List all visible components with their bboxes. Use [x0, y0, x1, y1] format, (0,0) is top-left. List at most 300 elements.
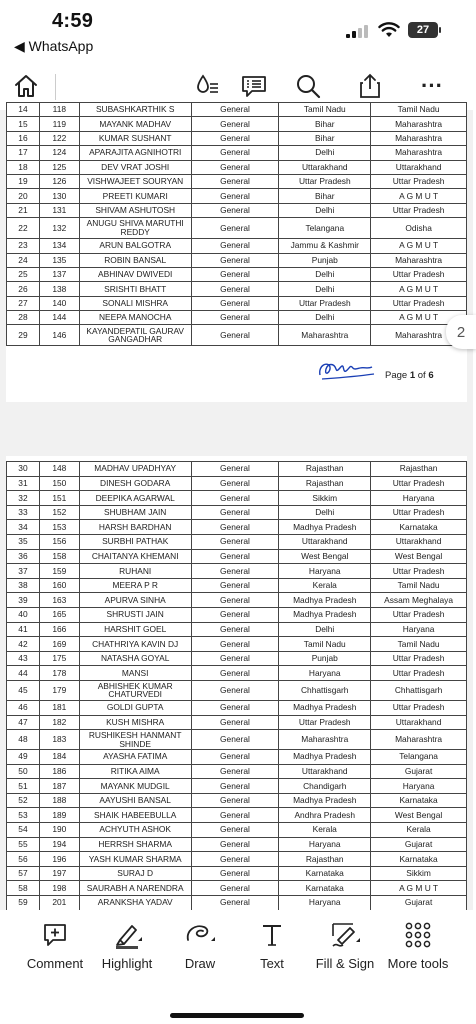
cadre-allotted-cell: Sikkim: [371, 866, 467, 881]
comment-tool-button[interactable]: [15, 920, 95, 971]
category-cell: General: [191, 146, 279, 160]
name-cell: SHIVAM ASHUTOSH: [79, 203, 191, 217]
cadre-allotted-cell: Uttar Pradesh: [371, 607, 467, 622]
home-state-cell: Chhattisgarh: [279, 680, 371, 700]
sl-no-cell: 14: [7, 103, 40, 117]
cadre-allotted-cell: Karnataka: [371, 793, 467, 808]
table-row: [7, 637, 467, 652]
sl-no-cell: 39: [7, 593, 40, 608]
page-label-current: 1: [409, 370, 416, 381]
highlight-tool-button[interactable]: [87, 920, 167, 971]
pdf-document-view[interactable]: [0, 104, 473, 910]
comment-add-icon: [42, 922, 68, 948]
cadre-allotted-cell: Uttar Pradesh: [371, 296, 467, 310]
fill-sign-tool-button[interactable]: [305, 920, 385, 971]
cadre-allotted-cell: Assam Meghalaya: [371, 593, 467, 608]
table-row: [7, 564, 467, 579]
cadre-allotted-cell: Karnataka: [371, 852, 467, 867]
home-state-cell: Tamil Nadu: [279, 103, 371, 117]
results-table-page-1: [6, 102, 467, 346]
sl-no-cell: 48: [7, 730, 40, 750]
home-state-cell: Delhi: [279, 311, 371, 325]
category-cell: General: [191, 520, 279, 535]
more-tools-label: More tools: [387, 956, 449, 971]
category-cell: General: [191, 476, 279, 491]
name-cell: HARSHIT GOEL: [79, 622, 191, 637]
home-state-cell: Delhi: [279, 622, 371, 637]
sl-no-cell: 35: [7, 534, 40, 549]
table-row: [7, 218, 467, 239]
more-icon: ···: [421, 73, 443, 98]
rank-cell: 196: [39, 852, 79, 867]
sl-no-cell: 59: [7, 896, 40, 911]
table-row: [7, 730, 467, 750]
home-state-cell: Karnataka: [279, 866, 371, 881]
sl-no-cell: 16: [7, 131, 40, 145]
sl-no-cell: 56: [7, 852, 40, 867]
category-cell: General: [191, 103, 279, 117]
table-row: [7, 103, 467, 117]
home-state-cell: Delhi: [279, 505, 371, 520]
cadre-allotted-cell: Rajasthan: [371, 462, 467, 477]
rank-cell: 144: [39, 311, 79, 325]
sl-no-cell: 17: [7, 146, 40, 160]
home-state-cell: Rajasthan: [279, 852, 371, 867]
name-cell: YASH KUMAR SHARMA: [79, 852, 191, 867]
cadre-allotted-cell: Uttarakhand: [371, 160, 467, 174]
name-cell: DEEPIKA AGARWAL: [79, 491, 191, 506]
category-cell: General: [191, 637, 279, 652]
cadre-allotted-cell: Maharashtra: [371, 730, 467, 750]
sl-no-cell: 34: [7, 520, 40, 535]
share-button[interactable]: [352, 68, 388, 104]
name-cell: ANUGU SHIVA MARUTHI REDDY: [79, 218, 191, 239]
sl-no-cell: 41: [7, 622, 40, 637]
name-cell: MAYANK MADHAV: [79, 117, 191, 131]
rank-cell: 184: [39, 750, 79, 765]
name-cell: ABHINAV DWIVEDI: [79, 267, 191, 281]
table-row: [7, 282, 467, 296]
battery-indicator: 27: [408, 22, 438, 38]
table-row: [7, 680, 467, 700]
home-state-cell: Sikkim: [279, 491, 371, 506]
home-state-cell: Delhi: [279, 267, 371, 281]
sl-no-cell: 30: [7, 462, 40, 477]
home-state-cell: Andhra Pradesh: [279, 808, 371, 823]
category-cell: General: [191, 837, 279, 852]
cadre-allotted-cell: Maharashtra: [371, 131, 467, 145]
category-cell: General: [191, 715, 279, 730]
rank-cell: 118: [39, 103, 79, 117]
category-cell: General: [191, 218, 279, 239]
page-label-prefix: Page: [385, 370, 410, 381]
table-row: [7, 267, 467, 281]
category-cell: General: [191, 282, 279, 296]
more-tools-button[interactable]: [378, 920, 458, 971]
status-bar: [0, 0, 473, 58]
rank-cell: 166: [39, 622, 79, 637]
rank-cell: 190: [39, 823, 79, 838]
category-cell: General: [191, 700, 279, 715]
cadre-allotted-cell: A G M U T: [371, 239, 467, 253]
category-cell: General: [191, 750, 279, 765]
home-state-cell: Punjab: [279, 253, 371, 267]
table-row: [7, 881, 467, 896]
table-row: [7, 131, 467, 145]
name-cell: AAYUSHI BANSAL: [79, 793, 191, 808]
category-cell: General: [191, 239, 279, 253]
name-cell: ACHYUTH ASHOK: [79, 823, 191, 838]
sl-no-cell: 15: [7, 117, 40, 131]
sl-no-cell: 44: [7, 666, 40, 681]
home-state-cell: Madhya Pradesh: [279, 750, 371, 765]
rank-cell: 124: [39, 146, 79, 160]
name-cell: MADHAV UPADHYAY: [79, 462, 191, 477]
table-row: [7, 852, 467, 867]
rank-cell: 169: [39, 637, 79, 652]
category-cell: General: [191, 808, 279, 823]
table-row: [7, 837, 467, 852]
table-row: [7, 462, 467, 477]
sl-no-cell: 43: [7, 651, 40, 666]
table-row: [7, 549, 467, 564]
search-icon: [295, 73, 321, 99]
name-cell: SHUBHAM JAIN: [79, 505, 191, 520]
rank-cell: 197: [39, 866, 79, 881]
rank-cell: 188: [39, 793, 79, 808]
category-cell: General: [191, 203, 279, 217]
sl-no-cell: 18: [7, 160, 40, 174]
table-row: [7, 715, 467, 730]
name-cell: SURAJ D: [79, 866, 191, 881]
rank-cell: 183: [39, 730, 79, 750]
rank-cell: 140: [39, 296, 79, 310]
sl-no-cell: 58: [7, 881, 40, 896]
sl-no-cell: 47: [7, 715, 40, 730]
name-cell: RUHANI: [79, 564, 191, 579]
sl-no-cell: 26: [7, 282, 40, 296]
page-label-total: 6: [428, 370, 434, 381]
wifi-icon: [378, 21, 400, 39]
home-state-cell: Rajasthan: [279, 462, 371, 477]
comment-list-icon: [240, 72, 268, 100]
home-state-cell: Bihar: [279, 117, 371, 131]
cadre-allotted-cell: Chhattisgarh: [371, 680, 467, 700]
cadre-allotted-cell: Uttar Pradesh: [371, 564, 467, 579]
fill-sign-icon: [329, 920, 361, 950]
table-row: [7, 666, 467, 681]
home-state-cell: Maharashtra: [279, 730, 371, 750]
home-state-cell: Delhi: [279, 146, 371, 160]
category-cell: General: [191, 174, 279, 188]
clock: 4:59: [52, 10, 94, 32]
text-tool-label: Text: [260, 956, 284, 971]
sl-no-cell: 40: [7, 607, 40, 622]
rank-cell: 179: [39, 680, 79, 700]
sl-no-cell: 42: [7, 637, 40, 652]
table-row: [7, 823, 467, 838]
table-row: [7, 520, 467, 535]
home-state-cell: Maharashtra: [279, 325, 371, 346]
rank-cell: 178: [39, 666, 79, 681]
category-cell: General: [191, 325, 279, 346]
name-cell: SHAIK HABEEBULLA: [79, 808, 191, 823]
cadre-allotted-cell: Tamil Nadu: [371, 578, 467, 593]
rank-cell: 189: [39, 808, 79, 823]
table-row: [7, 793, 467, 808]
pdf-page-1: [6, 104, 467, 402]
home-state-cell: Uttar Pradesh: [279, 715, 371, 730]
rank-cell: 194: [39, 837, 79, 852]
category-cell: General: [191, 622, 279, 637]
home-state-cell: Uttar Pradesh: [279, 296, 371, 310]
rank-cell: 122: [39, 131, 79, 145]
sl-no-cell: 22: [7, 218, 40, 239]
table-row: [7, 311, 467, 325]
sl-no-cell: 27: [7, 296, 40, 310]
sl-no-cell: 53: [7, 808, 40, 823]
page-number-label: [385, 370, 434, 381]
sl-no-cell: 24: [7, 253, 40, 267]
cadre-allotted-cell: Uttarakhand: [371, 534, 467, 549]
rank-cell: 153: [39, 520, 79, 535]
table-row: [7, 174, 467, 188]
sl-no-cell: 52: [7, 793, 40, 808]
cadre-allotted-cell: Uttar Pradesh: [371, 174, 467, 188]
category-cell: General: [191, 666, 279, 681]
home-state-cell: Telangana: [279, 218, 371, 239]
category-cell: General: [191, 607, 279, 622]
sl-no-cell: 23: [7, 239, 40, 253]
category-cell: General: [191, 117, 279, 131]
rank-cell: 138: [39, 282, 79, 296]
rank-cell: 201: [39, 896, 79, 911]
name-cell: CHATHRIYA KAVIN DJ: [79, 637, 191, 652]
sl-no-cell: 37: [7, 564, 40, 579]
cadre-allotted-cell: Maharashtra: [371, 146, 467, 160]
name-cell: APARAJITA AGNIHOTRI: [79, 146, 191, 160]
table-row: [7, 750, 467, 765]
home-state-cell: Tamil Nadu: [279, 637, 371, 652]
rank-cell: 156: [39, 534, 79, 549]
name-cell: VISHWAJEET SOURYAN: [79, 174, 191, 188]
home-state-cell: Madhya Pradesh: [279, 700, 371, 715]
sl-no-cell: 20: [7, 189, 40, 203]
category-cell: General: [191, 253, 279, 267]
cadre-allotted-cell: Kerala: [371, 823, 467, 838]
toolbar-divider: [55, 74, 56, 100]
cadre-allotted-cell: Maharashtra: [371, 253, 467, 267]
home-state-cell: Madhya Pradesh: [279, 593, 371, 608]
category-cell: General: [191, 462, 279, 477]
table-row: [7, 866, 467, 881]
home-state-cell: West Bengal: [279, 549, 371, 564]
cadre-allotted-cell: Haryana: [371, 622, 467, 637]
category-cell: General: [191, 267, 279, 281]
draw-tool-button[interactable]: [160, 920, 240, 971]
rank-cell: 151: [39, 491, 79, 506]
document-readaloud-icon: [195, 72, 221, 100]
sl-no-cell: 50: [7, 764, 40, 779]
rank-cell: 187: [39, 779, 79, 794]
home-state-cell: Rajasthan: [279, 476, 371, 491]
rank-cell: 125: [39, 160, 79, 174]
category-cell: General: [191, 730, 279, 750]
category-cell: General: [191, 779, 279, 794]
home-state-cell: Bihar: [279, 131, 371, 145]
rank-cell: 158: [39, 549, 79, 564]
name-cell: AYASHA FATIMA: [79, 750, 191, 765]
name-cell: ABHISHEK KUMAR CHATURVEDI: [79, 680, 191, 700]
table-row: [7, 476, 467, 491]
rank-cell: 159: [39, 564, 79, 579]
page-indicator-badge[interactable]: 2: [446, 315, 476, 349]
category-cell: General: [191, 793, 279, 808]
name-cell: RITIKA AIMA: [79, 764, 191, 779]
home-state-cell: Madhya Pradesh: [279, 607, 371, 622]
home-state-cell: Madhya Pradesh: [279, 520, 371, 535]
comment-tool-label: Comment: [26, 956, 84, 971]
category-cell: General: [191, 564, 279, 579]
home-state-cell: Delhi: [279, 282, 371, 296]
name-cell: ROBIN BANSAL: [79, 253, 191, 267]
home-state-cell: Haryana: [279, 837, 371, 852]
cadre-allotted-cell: Tamil Nadu: [371, 637, 467, 652]
search-button[interactable]: [290, 68, 326, 104]
cadre-allotted-cell: A G M U T: [371, 282, 467, 296]
category-cell: General: [191, 189, 279, 203]
comments-list-button[interactable]: [236, 68, 272, 104]
sl-no-cell: 25: [7, 267, 40, 281]
category-cell: General: [191, 764, 279, 779]
pdf-page-2: [6, 456, 467, 916]
name-cell: SHRUSTI JAIN: [79, 607, 191, 622]
text-icon: [259, 921, 285, 949]
home-button[interactable]: [8, 68, 44, 104]
cadre-allotted-cell: Karnataka: [371, 520, 467, 535]
table-row: [7, 146, 467, 160]
rank-cell: 148: [39, 462, 79, 477]
category-cell: General: [191, 651, 279, 666]
sl-no-cell: 28: [7, 311, 40, 325]
table-row: [7, 896, 467, 911]
category-cell: General: [191, 896, 279, 911]
sl-no-cell: 36: [7, 549, 40, 564]
home-state-cell: Uttarakhand: [279, 160, 371, 174]
cadre-allotted-cell: Uttarakhand: [371, 715, 467, 730]
name-cell: KUMAR SUSHANT: [79, 131, 191, 145]
cadre-allotted-cell: Gujarat: [371, 896, 467, 911]
cadre-allotted-cell: Odisha: [371, 218, 467, 239]
home-state-cell: Madhya Pradesh: [279, 793, 371, 808]
cadre-allotted-cell: Uttar Pradesh: [371, 505, 467, 520]
rank-cell: 186: [39, 764, 79, 779]
sl-no-cell: 38: [7, 578, 40, 593]
table-row: [7, 325, 467, 346]
table-row: [7, 296, 467, 310]
name-cell: APURVA SINHA: [79, 593, 191, 608]
rank-cell: 181: [39, 700, 79, 715]
home-state-cell: Haryana: [279, 896, 371, 911]
name-cell: CHAITANYA KHEMANI: [79, 549, 191, 564]
name-cell: SRISHTI BHATT: [79, 282, 191, 296]
category-cell: General: [191, 852, 279, 867]
cadre-allotted-cell: Tamil Nadu: [371, 103, 467, 117]
home-state-cell: Punjab: [279, 651, 371, 666]
home-state-cell: Uttar Pradesh: [279, 174, 371, 188]
draw-icon: [184, 920, 216, 950]
home-indicator[interactable]: [170, 1013, 304, 1018]
home-state-cell: Uttarakhand: [279, 534, 371, 549]
home-state-cell: Kerala: [279, 823, 371, 838]
annotation-tools-bar: [0, 910, 473, 1024]
sl-no-cell: 49: [7, 750, 40, 765]
name-cell: ARUN BALGOTRA: [79, 239, 191, 253]
sl-no-cell: 19: [7, 174, 40, 188]
sl-no-cell: 31: [7, 476, 40, 491]
table-row: [7, 189, 467, 203]
home-state-cell: Jammu & Kashmir: [279, 239, 371, 253]
category-cell: General: [191, 296, 279, 310]
back-to-whatsapp-link[interactable]: ◀ WhatsApp: [14, 38, 94, 54]
name-cell: SUBASHKARTHIK S: [79, 103, 191, 117]
read-aloud-button[interactable]: [190, 68, 226, 104]
cadre-allotted-cell: West Bengal: [371, 549, 467, 564]
home-state-cell: Chandigarh: [279, 779, 371, 794]
sl-no-cell: 21: [7, 203, 40, 217]
name-cell: HERRSH SHARMA: [79, 837, 191, 852]
rank-cell: 135: [39, 253, 79, 267]
cadre-allotted-cell: Uttar Pradesh: [371, 203, 467, 217]
rank-cell: 152: [39, 505, 79, 520]
rank-cell: 146: [39, 325, 79, 346]
table-row: [7, 239, 467, 253]
name-cell: SURBHI PATHAK: [79, 534, 191, 549]
name-cell: SAURABH A NARENDRA: [79, 881, 191, 896]
cadre-allotted-cell: A G M U T: [371, 311, 467, 325]
rank-cell: 134: [39, 239, 79, 253]
sl-no-cell: 46: [7, 700, 40, 715]
rank-cell: 175: [39, 651, 79, 666]
more-options-button[interactable]: [414, 68, 450, 104]
cellular-signal-icon: [346, 24, 372, 38]
category-cell: General: [191, 593, 279, 608]
text-tool-button[interactable]: [232, 920, 312, 971]
category-cell: General: [191, 680, 279, 700]
name-cell: NEEPA MANOCHA: [79, 311, 191, 325]
home-state-cell: Kerala: [279, 578, 371, 593]
name-cell: MAYANK MUDGIL: [79, 779, 191, 794]
category-cell: General: [191, 549, 279, 564]
category-cell: General: [191, 131, 279, 145]
name-cell: DINESH GODARA: [79, 476, 191, 491]
table-row: [7, 593, 467, 608]
table-row: [7, 764, 467, 779]
category-cell: General: [191, 311, 279, 325]
sl-no-cell: 55: [7, 837, 40, 852]
table-row: [7, 622, 467, 637]
category-cell: General: [191, 505, 279, 520]
highlighter-icon: [112, 920, 142, 950]
cadre-allotted-cell: A G M U T: [371, 881, 467, 896]
cadre-allotted-cell: Gujarat: [371, 837, 467, 852]
name-cell: RUSHIKESH HANMANT SHINDE: [79, 730, 191, 750]
sl-no-cell: 29: [7, 325, 40, 346]
rank-cell: 131: [39, 203, 79, 217]
rank-cell: 150: [39, 476, 79, 491]
name-cell: GOLDI GUPTA: [79, 700, 191, 715]
table-row: [7, 117, 467, 131]
